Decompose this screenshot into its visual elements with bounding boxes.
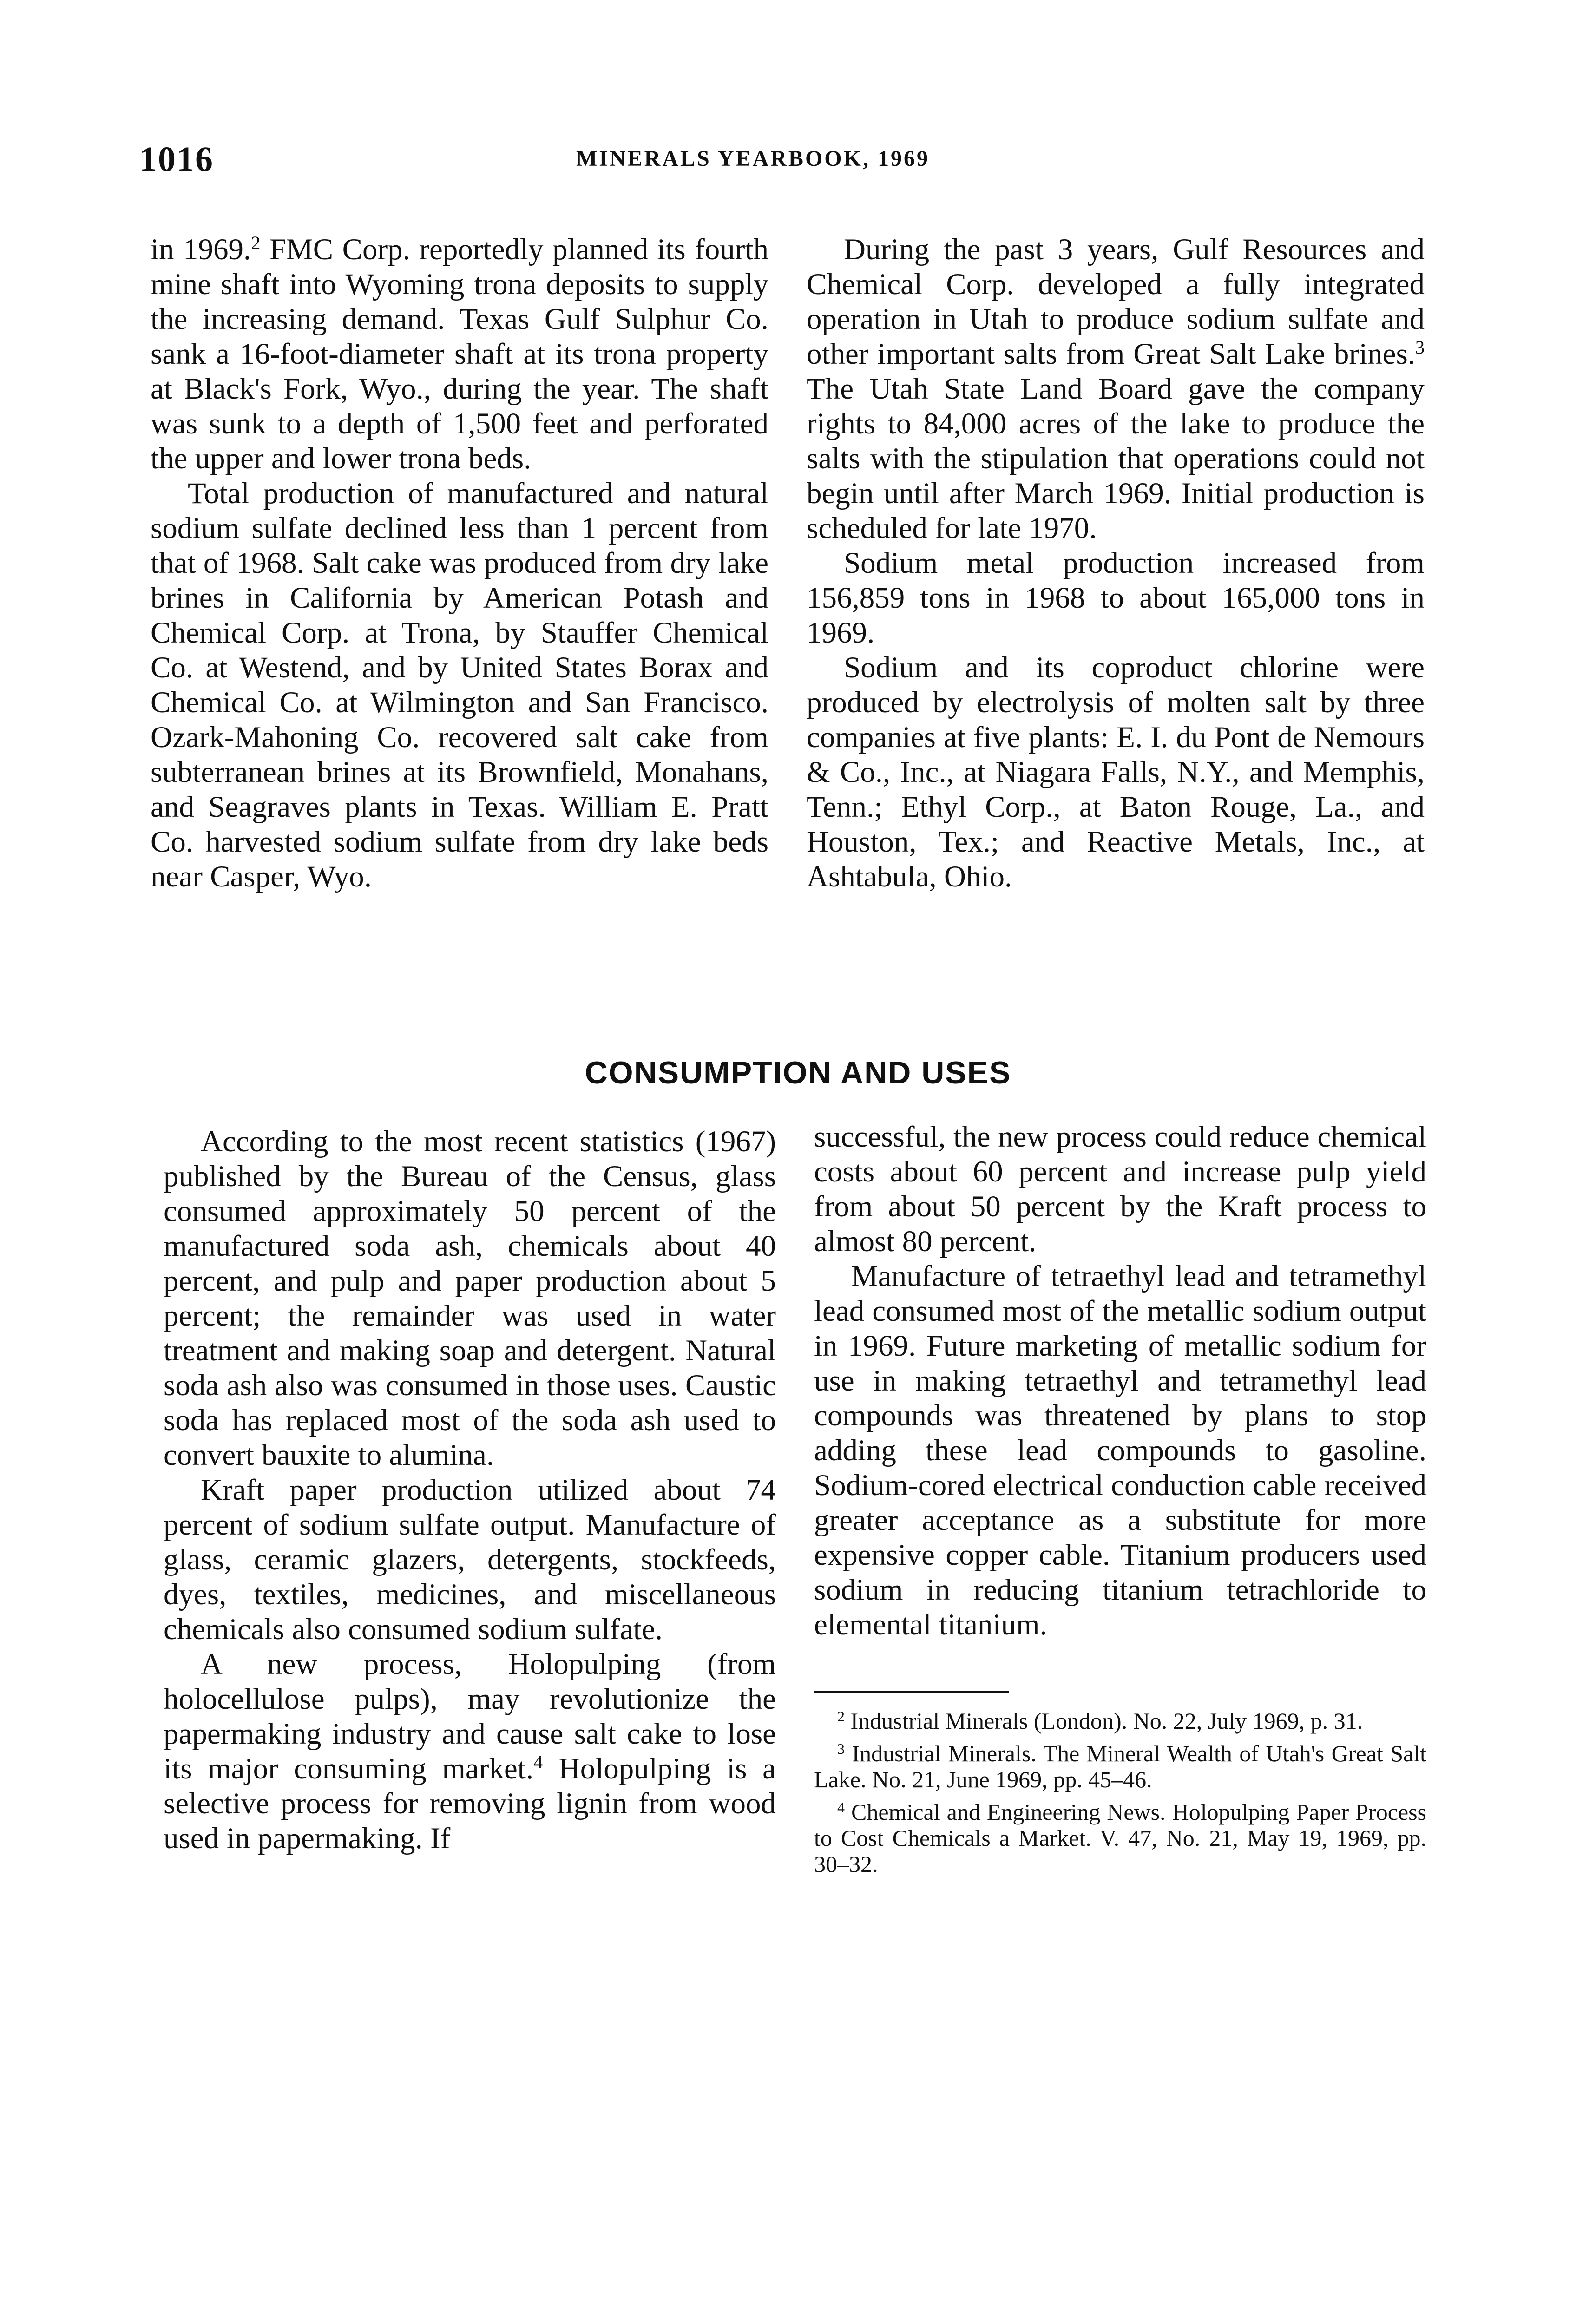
- footnote-divider: [814, 1691, 1009, 1693]
- paragraph: [164, 1647, 776, 1856]
- text-run: FMC Corp. reportedly planned its fourth mine shaft into Wyoming trona deposits to supply the increasing demand. Texas Gulf Sulphur Co. sank a 16-foot-diameter shaft at its trona property at Black's Fork, Wyo., during the year. The shaft was sunk to a depth of 1,500 feet and perforated the upper and lower trona beds.: [151, 233, 768, 475]
- footnote-ref: 4: [533, 1752, 543, 1772]
- text-run: A new process, Holopulping (from holocellulose pulps), may revolutionize the papermaking industry and cause salt cake to lose its major consuming market.: [164, 1647, 776, 1785]
- top-right-column: [807, 232, 1425, 894]
- footnote-ref: 3: [1415, 337, 1425, 358]
- paragraph: Total production of manufactured and natural sodium sulfate declined less than 1 percent from that of 1968. Salt cake was produced from dry lake brines in California by American Potash and Chemical Corp. at Trona, by Stauffer Chemical Co. at Westend, and by United States Borax and Chemical Co. at Wilmington and San Francisco. Ozark-Mahoning Co. recovered salt cake from subterranean brines at its Brownfield, Monahans, and Seagraves plants in Texas. William E. Pratt Co. harvested sodium sulfate from dry lake beds near Casper, Wyo.: [151, 477, 768, 893]
- footnote: [814, 1799, 1426, 1877]
- footnote-text: Industrial Minerals. The Mineral Wealth of Utah's Great Salt Lake. No. 21, June 1969, pp. 45–46.: [814, 1740, 1426, 1792]
- footnote-ref: 2: [251, 232, 261, 253]
- text-run: in 1969.: [151, 233, 251, 266]
- footnotes: [814, 1708, 1426, 1883]
- footnote-text: Chemical and Engineering News. Holopulping Paper Process to Cost Chemicals a Market. V. 47, No. 21, May 19, 1969, pp. 30–32.: [814, 1799, 1426, 1877]
- footnote-number: 3: [837, 1740, 845, 1757]
- paragraph: [151, 232, 768, 476]
- paragraph: Sodium metal production increased from 156,859 tons in 1968 to about 165,000 tons in 1969.: [807, 546, 1425, 650]
- footnote: [814, 1708, 1426, 1734]
- footnote-number: 2: [837, 1708, 845, 1725]
- paragraph: Kraft paper production utilized about 74 percent of sodium sulfate output. Manufacture of glass, ceramic glazers, detergents, stockfeeds, dyes, textiles, medicines, and miscellaneous chemicals also consumed sodium sulfate.: [164, 1473, 776, 1646]
- paragraph: Sodium and its coproduct chlorine were produced by electrolysis of molten salt by three companies at five plants: E. I. du Pont de Nemours & Co., Inc., at Niagara Falls, N.Y., and Memphis, Tenn.; Ethyl Corp., at Baton Rouge, La., and Houston, Tex.; and Reactive Metals, Inc., at Ashtabula, Ohio.: [807, 651, 1425, 893]
- paragraph: According to the most recent statistics (1967) published by the Bureau of the Census, glass consumed approximately 50 percent of the manufactured soda ash, chemicals about 40 percent, and pulp and paper production about 5 percent; the remainder was used in water treatment and making soap and detergent. Natural soda ash also was consumed in those uses. Caustic soda has replaced most of the soda ash used to convert bauxite to alumina.: [164, 1125, 776, 1472]
- footnote: [814, 1740, 1426, 1792]
- bottom-right-column: [814, 1120, 1426, 1642]
- section-heading: CONSUMPTION AND USES: [585, 1055, 1011, 1090]
- text-run: Holopulping is a selective process for removing lignin from wood used in papermaking. If: [164, 1752, 776, 1855]
- paragraph: [807, 232, 1425, 546]
- paragraph: Manufacture of tetraethyl lead and tetramethyl lead consumed most of the metallic sodium output in 1969. Future marketing of metallic sodium for use in making tetraethyl and tetramethyl lead compounds was threatened by plans to stop adding these lead compounds to gasoline. Sodium-cored electrical conduction cable received greater acceptance as a substitute for more expensive copper cable. Titanium producers used sodium in reducing titanium tetrachloride to elemental titanium.: [814, 1260, 1426, 1641]
- text-run: During the past 3 years, Gulf Resources and Chemical Corp. developed a fully integrated operation in Utah to produce sodium sulfate and other important salts from Great Salt Lake brines.: [807, 233, 1425, 371]
- running-title: MINERALS YEARBOOK, 1969: [576, 146, 930, 171]
- page-number: 1016: [139, 140, 214, 179]
- text-run: The Utah State Land Board gave the company rights to 84,000 acres of the lake to produce the salts with the stipulation that operations could not begin until after March 1969. Initial production is scheduled for late 1970.: [807, 372, 1425, 545]
- footnote-text: Industrial Minerals (London). No. 22, July 1969, p. 31.: [845, 1708, 1363, 1734]
- footnote-number: 4: [837, 1799, 845, 1816]
- paragraph: successful, the new process could reduce chemical costs about 60 percent and increase pulp yield from about 50 percent by the Kraft process to almost 80 percent.: [814, 1120, 1426, 1258]
- bottom-left-column: [164, 1124, 776, 1856]
- top-left-column: [151, 232, 768, 894]
